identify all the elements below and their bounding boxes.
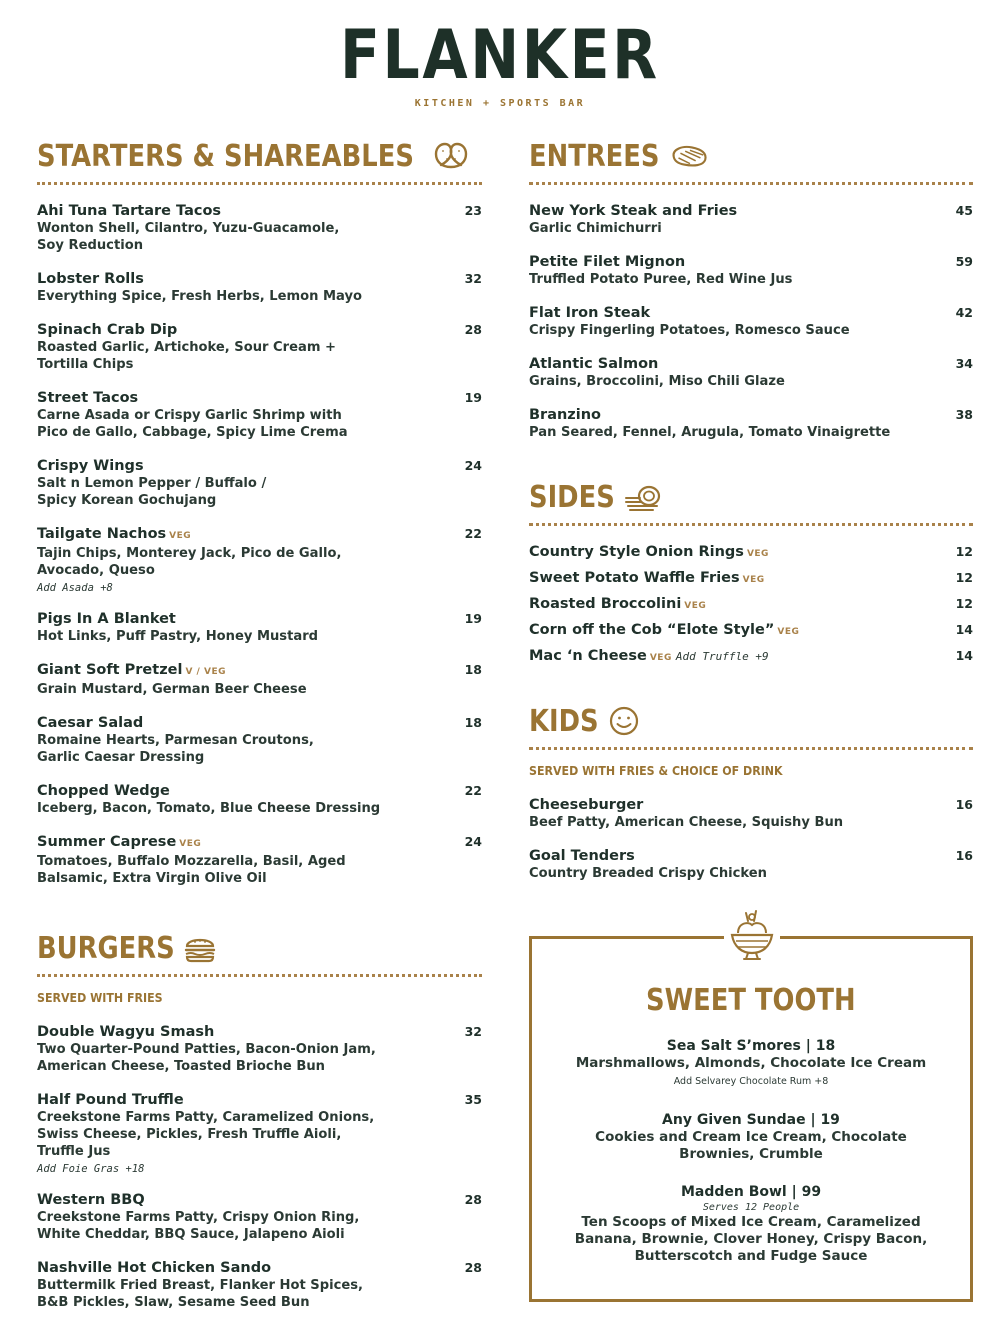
veg-badge: VEG	[179, 839, 202, 849]
item-name: Lobster Rolls	[37, 271, 144, 287]
veg-badge: VEG	[777, 627, 800, 637]
item-desc: Salt n Lemon Pepper / Buffalo / Spicy Korean Gochujang	[37, 475, 267, 508]
item-name: Chopped Wedge	[37, 783, 170, 799]
item-name: Crispy Wings	[37, 458, 144, 474]
item-price: 42	[955, 305, 973, 320]
sweet-tooth-title: SWEET TOOTH	[646, 983, 856, 1018]
item-price: 18	[464, 715, 482, 730]
item-price: 35	[464, 1092, 482, 1107]
item-price: 12	[955, 544, 973, 559]
item-name: Spinach Crab Dip	[37, 322, 178, 338]
dessert-serves: Serves 12 People	[702, 1202, 800, 1213]
sweet-tooth-box	[529, 936, 973, 1302]
menu-item	[37, 390, 482, 441]
item-price: 18	[464, 662, 482, 677]
item-desc: Iceberg, Bacon, Tomato, Blue Cheese Dressing	[37, 800, 381, 816]
item-desc: Buttermilk Fried Breast, Flanker Hot Spices, B&B Pickles, Slaw, Sesame Seed Bun	[37, 1277, 363, 1310]
item-name: Roasted Broccolini VEG	[529, 596, 707, 612]
veg-badge: VEG	[742, 575, 765, 585]
item-name: Giant Soft Pretzel V / VEG	[37, 662, 226, 678]
item-name: Corn off the Cob “Elote Style” VEG	[529, 622, 800, 638]
veg-badge: VEG	[649, 653, 672, 663]
item-addon: Add Foie Gras +18	[37, 1163, 145, 1175]
veg-badge: VEG	[746, 549, 769, 559]
menu-item	[37, 783, 482, 817]
kids-header	[529, 701, 973, 741]
menu-item	[529, 622, 973, 641]
menu-item	[37, 1260, 482, 1311]
burger-icon	[183, 933, 223, 963]
menu-item	[529, 848, 973, 882]
burgers-section	[37, 928, 482, 1311]
menu-item	[529, 544, 973, 563]
item-desc: Grain Mustard, German Beer Cheese	[37, 681, 307, 697]
item-price: 24	[464, 834, 482, 849]
item-price: 28	[464, 1192, 482, 1207]
item-desc: Truffled Potato Puree, Red Wine Jus	[529, 271, 793, 287]
sides-section	[529, 477, 973, 667]
menu-item	[37, 715, 482, 766]
item-desc: Wonton Shell, Cilantro, Yuzu-Guacamole, Soy Reduction	[37, 220, 340, 253]
item-price: 19	[464, 611, 482, 626]
smiley-icon	[608, 706, 648, 736]
item-name: Ahi Tuna Tartare Tacos	[37, 203, 222, 219]
menu-item	[529, 797, 973, 831]
item-desc: Grains, Broccolini, Miso Chili Glaze	[529, 373, 785, 389]
section-divider	[529, 523, 973, 526]
menu-item	[529, 407, 973, 441]
item-name: Sweet Potato Waffle Fries VEG	[529, 570, 765, 586]
item-desc: Two Quarter-Pound Patties, Bacon-Onion Jam, American Cheese, Toasted Brioche Bun	[37, 1041, 376, 1074]
menu-item	[37, 271, 482, 305]
item-desc: Romaine Hearts, Parmesan Croutons, Garlic Caesar Dressing	[37, 732, 314, 765]
item-price: 12	[955, 570, 973, 585]
item-price: 19	[464, 390, 482, 405]
sides-title: SIDES	[529, 479, 615, 515]
item-desc: Tajin Chips, Monterey Jack, Pico de Gallo, Avocado, Queso	[37, 545, 342, 578]
burgers-title: BURGERS	[37, 930, 175, 966]
steak-icon	[669, 141, 709, 171]
item-name: Cheeseburger	[529, 797, 644, 813]
menu-item	[529, 305, 973, 339]
menu-header	[0, 18, 1000, 109]
item-desc: Country Breaded Crispy Chicken	[529, 865, 767, 881]
menu-item	[529, 648, 973, 667]
dessert-name: Madden Bowl | 99	[680, 1184, 822, 1200]
item-name: Flat Iron Steak	[529, 305, 651, 321]
dessert-name: Sea Salt S’mores | 18	[666, 1038, 836, 1054]
item-price: 28	[464, 1260, 482, 1275]
item-price: 45	[955, 203, 973, 218]
dessert-item	[532, 1111, 970, 1163]
burgers-note: SERVED WITH FRIES	[37, 991, 163, 1005]
item-name: Mac ‘n Cheese VEG Add Truffle +9	[529, 648, 769, 664]
veg-badge: VEG	[684, 601, 707, 611]
item-price: 22	[464, 783, 482, 798]
section-divider	[37, 974, 482, 977]
entrees-section	[529, 136, 973, 441]
burgers-header	[37, 928, 482, 968]
item-name: Double Wagyu Smash	[37, 1024, 215, 1040]
kids-section	[529, 701, 973, 882]
item-desc: Roasted Garlic, Artichoke, Sour Cream + Tortilla Chips	[37, 339, 337, 372]
item-desc: Everything Spice, Fresh Herbs, Lemon Mayo	[37, 288, 363, 304]
item-name: Petite Filet Mignon	[529, 254, 686, 270]
dessert-name: Any Given Sundae | 19	[662, 1112, 840, 1128]
menu-item	[37, 834, 482, 887]
dessert-desc: Marshmallows, Almonds, Chocolate Ice Cream	[575, 1055, 927, 1071]
dessert-item	[532, 1037, 970, 1087]
entrees-header	[529, 136, 973, 176]
veg-badge: VEG	[169, 531, 192, 541]
item-name: Atlantic Salmon	[529, 356, 659, 372]
item-addon: Add Truffle +9	[675, 650, 769, 663]
dessert-desc: Butterscotch and Fudge Sauce	[634, 1248, 868, 1264]
item-desc: Beef Patty, American Cheese, Squishy Bun	[529, 814, 844, 830]
starters-section	[37, 136, 482, 887]
item-desc: Crispy Fingerling Potatoes, Romesco Sauce	[529, 322, 850, 338]
kids-note: SERVED WITH FRIES & CHOICE OF DRINK	[529, 764, 783, 778]
menu-item	[37, 662, 482, 698]
onion-rings-icon	[623, 482, 663, 512]
item-desc: Pan Seared, Fennel, Arugula, Tomato Vinaigrette	[529, 424, 891, 440]
item-price: 38	[955, 407, 973, 422]
menu-item	[529, 254, 973, 288]
item-price: 14	[955, 648, 973, 663]
dessert-desc: Cookies and Cream Ice Cream, Chocolate	[595, 1129, 907, 1145]
item-name: Caesar Salad	[37, 715, 144, 731]
brand-logo: FLANKER	[340, 16, 660, 95]
item-desc: Tomatoes, Buffalo Mozzarella, Basil, Aged Balsamic, Extra Virgin Olive Oil	[37, 853, 346, 886]
item-price: 16	[955, 848, 973, 863]
dessert-item	[532, 1183, 970, 1265]
item-price: 59	[955, 254, 973, 269]
item-price: 32	[464, 271, 482, 286]
kids-title: KIDS	[529, 703, 599, 739]
item-desc: Creekstone Farms Patty, Crispy Onion Ring, White Cheddar, BBQ Sauce, Jalapeno Aioli	[37, 1209, 360, 1242]
sides-header	[529, 477, 973, 517]
sundae-icon	[724, 909, 780, 967]
section-divider	[37, 182, 482, 185]
item-name: Half Pound Truffle	[37, 1092, 184, 1108]
section-divider	[529, 747, 973, 750]
item-desc: Creekstone Farms Patty, Caramelized Onions, Swiss Cheese, Pickles, Fresh Truffle Aioli, Truffle Jus	[37, 1109, 375, 1159]
item-name: Country Style Onion Rings VEG	[529, 544, 769, 560]
menu-item	[37, 322, 482, 373]
item-price: 28	[464, 322, 482, 337]
brand-tagline: KITCHEN + SPORTS BAR	[414, 98, 586, 109]
item-price: 23	[464, 203, 482, 218]
item-price: 16	[955, 797, 973, 812]
item-price: 22	[464, 526, 482, 541]
item-name: Branzino	[529, 407, 602, 423]
item-name: Street Tacos	[37, 390, 139, 406]
item-desc: Carne Asada or Crispy Garlic Shrimp with Pico de Gallo, Cabbage, Spicy Lime Crema	[37, 407, 348, 440]
section-divider	[529, 182, 973, 185]
starters-title: STARTERS & SHAREABLES	[37, 138, 414, 174]
item-price: 34	[955, 356, 973, 371]
item-price: 24	[464, 458, 482, 473]
menu-item	[37, 1092, 482, 1175]
menu-item	[37, 203, 482, 254]
item-name: New York Steak and Fries	[529, 203, 738, 219]
entrees-title: ENTREES	[529, 138, 660, 174]
menu-item	[37, 1024, 482, 1075]
dessert-desc: Ten Scoops of Mixed Ice Cream, Caramelized	[581, 1214, 921, 1230]
dessert-desc: Brownies, Crumble	[679, 1146, 823, 1162]
item-name: Summer Caprese VEG	[37, 834, 202, 850]
dessert-desc: Banana, Brownie, Clover Honey, Crispy Bacon,	[574, 1231, 928, 1247]
veg-badge: V / VEG	[185, 667, 226, 677]
item-name: Tailgate Nachos VEG	[37, 526, 192, 542]
starters-header	[37, 136, 482, 176]
menu-item	[529, 203, 973, 237]
menu-item	[37, 611, 482, 645]
item-name: Goal Tenders	[529, 848, 635, 864]
menu-item	[37, 458, 482, 509]
item-price: 32	[464, 1024, 482, 1039]
item-price: 14	[955, 622, 973, 637]
menu-item	[529, 570, 973, 589]
item-name: Western BBQ	[37, 1192, 145, 1208]
item-addon: Add Asada +8	[37, 582, 113, 594]
item-price: 12	[955, 596, 973, 611]
menu-item	[37, 1192, 482, 1243]
item-desc: Hot Links, Puff Pastry, Honey Mustard	[37, 628, 319, 644]
menu-item	[529, 356, 973, 390]
item-name: Pigs In A Blanket	[37, 611, 176, 627]
dessert-addon: Add Selvarey Chocolate Rum +8	[673, 1076, 829, 1087]
menu-item	[529, 596, 973, 615]
menu-item	[37, 526, 482, 594]
item-name: Nashville Hot Chicken Sando	[37, 1260, 272, 1276]
pretzel-icon	[433, 141, 473, 171]
item-desc: Garlic Chimichurri	[529, 220, 662, 236]
